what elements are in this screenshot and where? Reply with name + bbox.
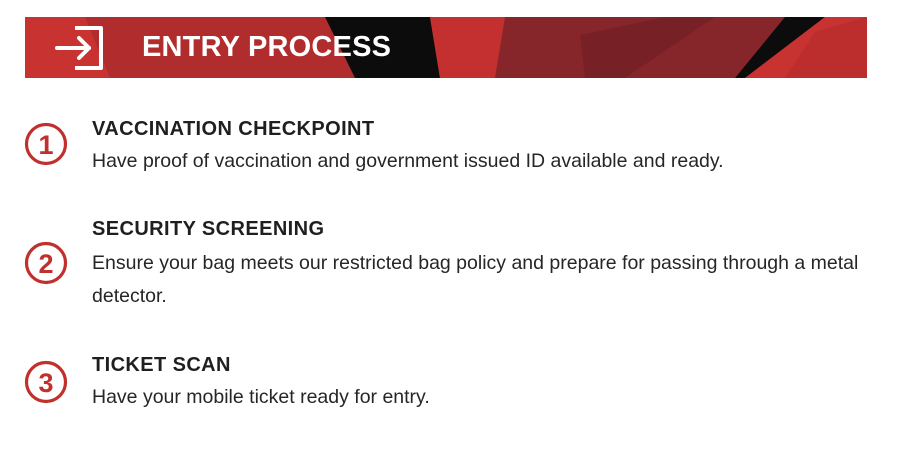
step-number: 3 <box>38 368 54 398</box>
step-number: 2 <box>38 249 54 279</box>
step-number-badge <box>24 360 68 404</box>
step-description: Ensure your bag meets our restricted bag policy and prepare for passing through a metal detector. <box>92 252 859 307</box>
step-number-badge <box>24 241 68 285</box>
step-description: Have your mobile ticket ready for entry. <box>92 386 430 408</box>
entry-process-banner <box>25 17 867 78</box>
step-title: TICKET SCAN <box>92 354 231 376</box>
step-number-badge <box>24 122 68 166</box>
step-title: SECURITY SCREENING <box>92 218 325 240</box>
step-number: 1 <box>38 130 54 160</box>
step-description: Have proof of vaccination and government issued ID available and ready. <box>92 150 724 172</box>
entry-arrow-icon <box>55 22 107 74</box>
banner-title: ENTRY PROCESS <box>142 31 392 63</box>
step-title: VACCINATION CHECKPOINT <box>92 118 375 140</box>
